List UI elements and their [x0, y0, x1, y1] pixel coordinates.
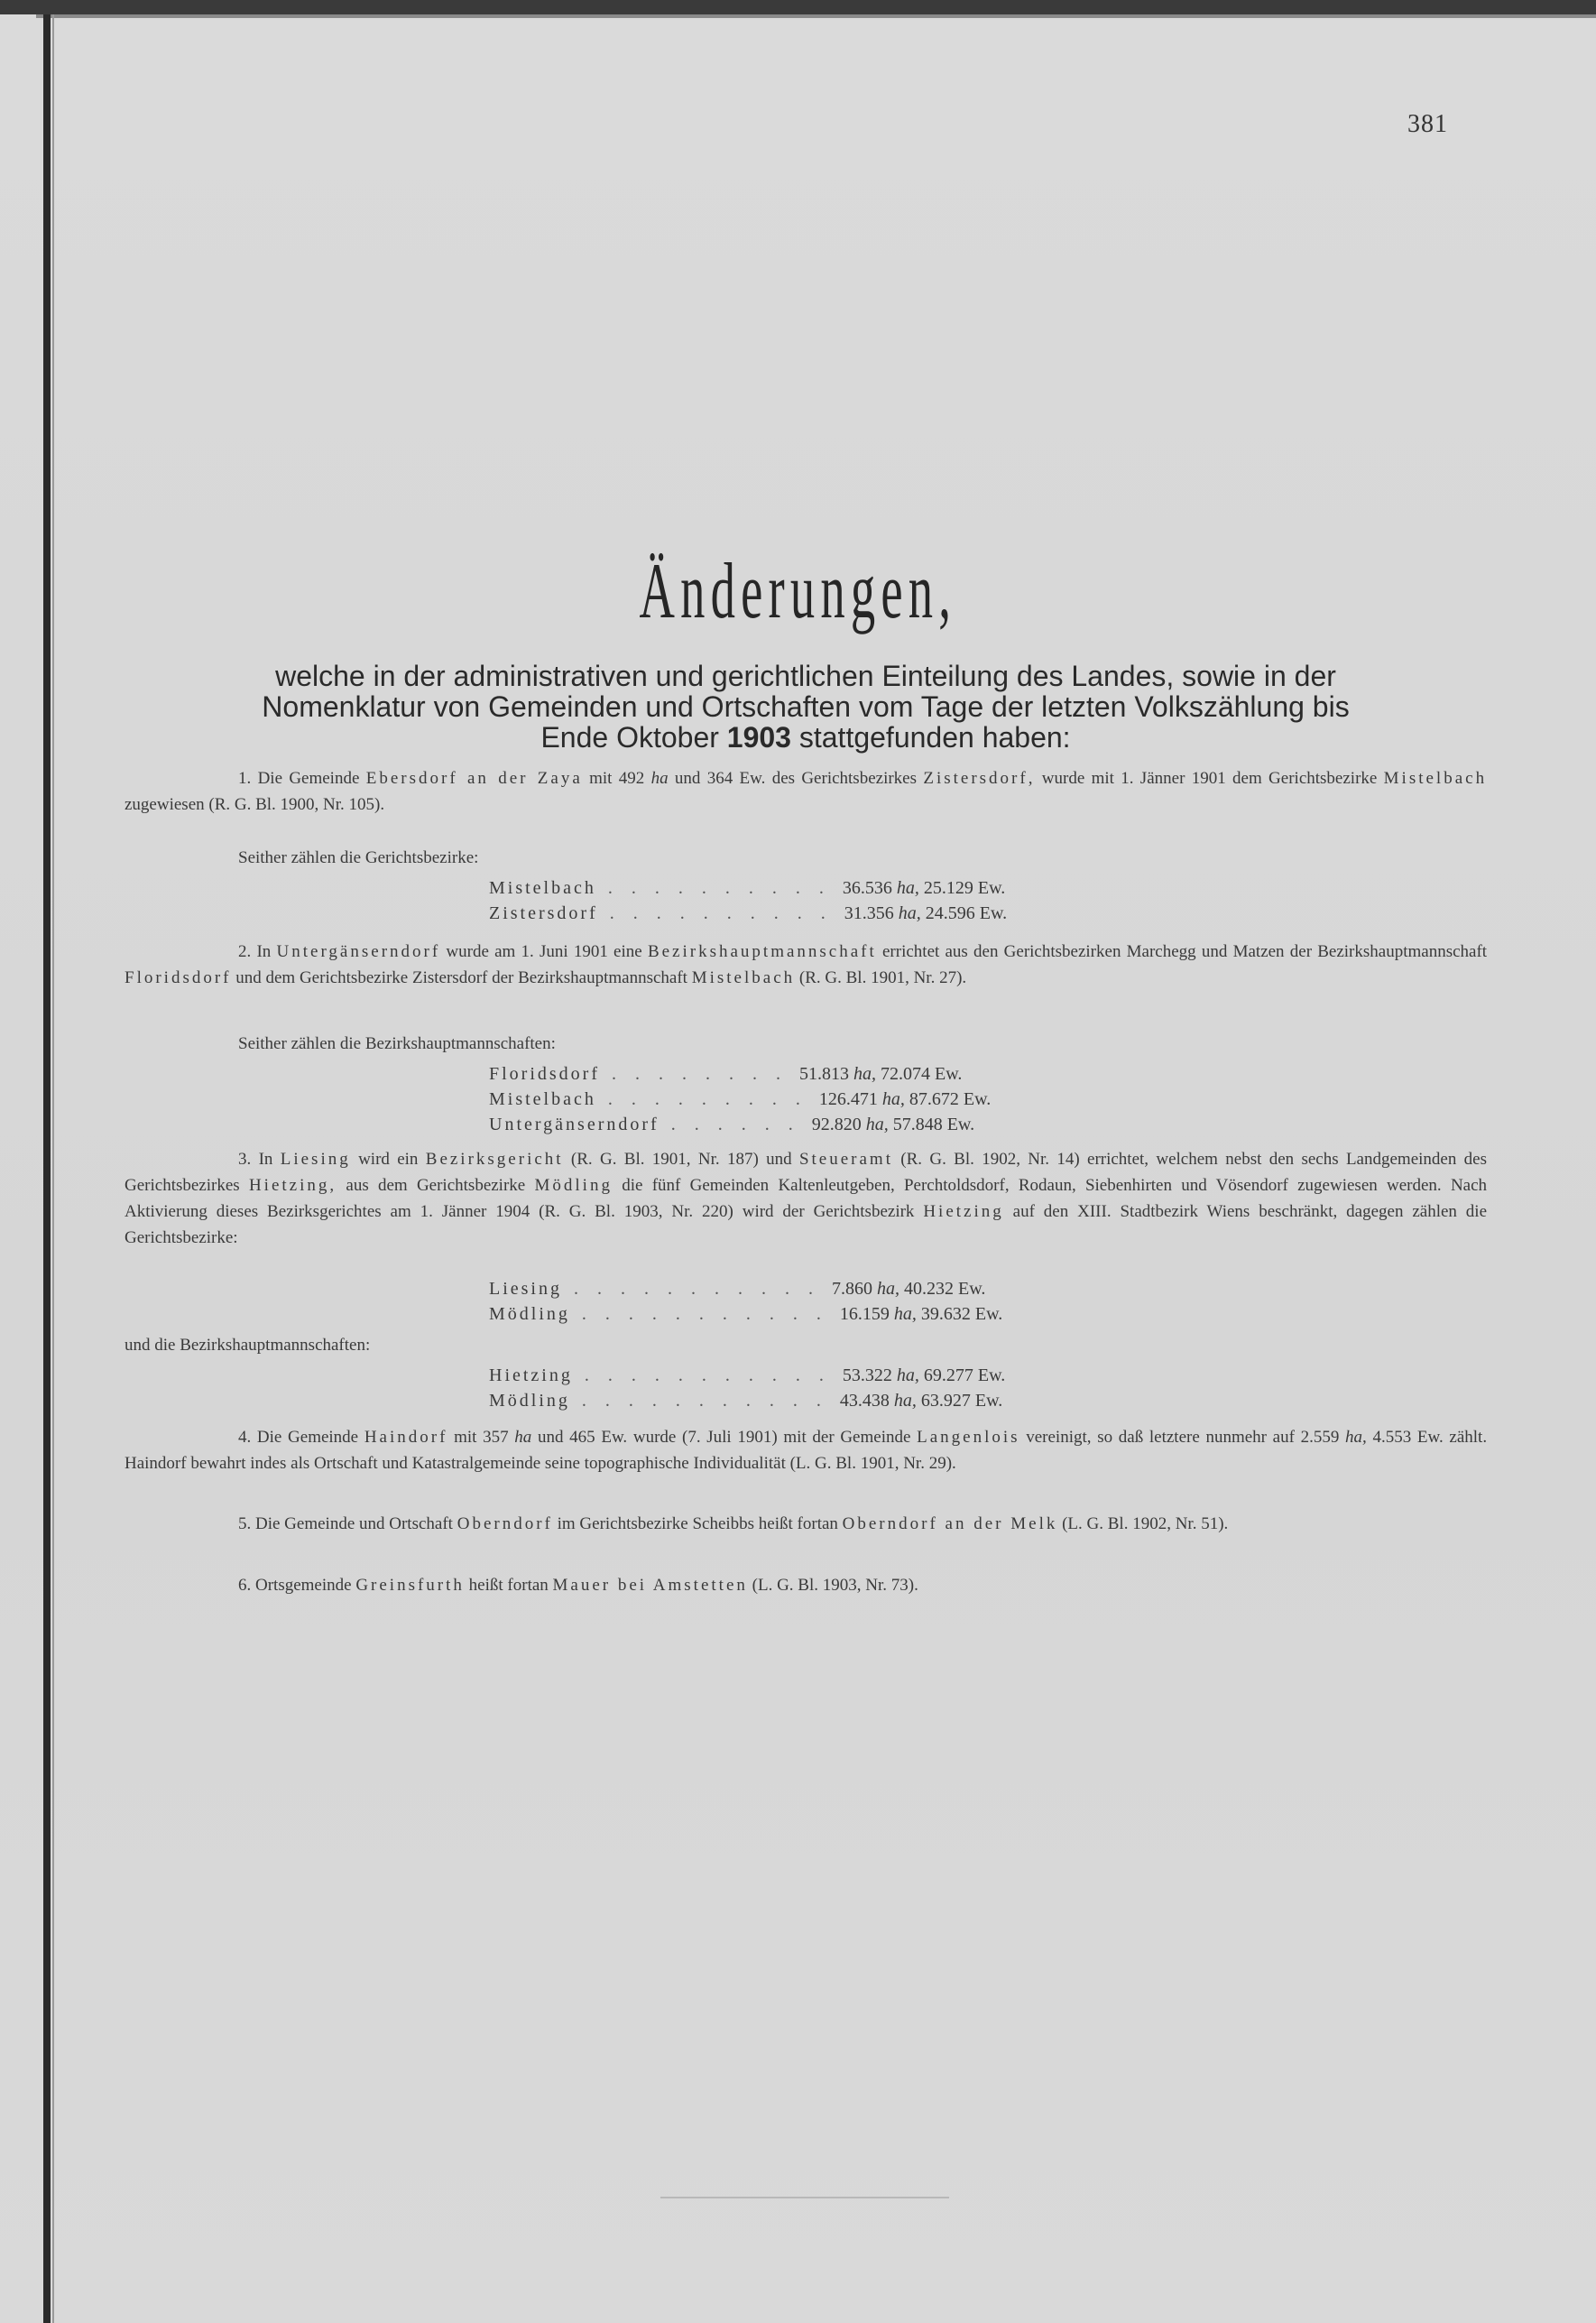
top-edge-rule	[0, 0, 1596, 14]
text: 4.553 Ew. zählt. Haindorf bewahrt indes als Ortschaft und Katastralgemeinde seine topographische Individualität (L. G. Bl. 1901, Nr. 29).	[125, 1428, 1488, 1473]
text: und 465 Ew. wurde (7. Juli 1901) mit der Gemeinde	[537, 1428, 911, 1447]
text: (L. G. Bl. 1903, Nr. 73).	[752, 1576, 918, 1595]
entry-name: Mistelbach	[489, 878, 596, 898]
unit: ha,	[1345, 1428, 1367, 1447]
entry-area: 7.860	[832, 1279, 872, 1299]
place-name: Steueramt	[798, 1150, 893, 1169]
subtitle-text: stattgefunden haben:	[798, 721, 1071, 754]
text: 3. In	[238, 1150, 273, 1169]
place-name: Zistersdorf,	[923, 769, 1036, 788]
table-row	[489, 1087, 1211, 1112]
place-name: Bezirksgericht	[425, 1150, 564, 1169]
entry-name: Hietzing	[489, 1365, 573, 1385]
entry-population: 39.632 Ew.	[920, 1304, 1003, 1324]
entry-area: 53.322	[842, 1365, 892, 1385]
subtitle-line-3	[125, 722, 1487, 753]
section-6-paragraph	[125, 1572, 1487, 1598]
leader-dots: . . . . . . . . .	[595, 1089, 819, 1109]
entry-unit: ha,	[898, 903, 921, 923]
binding-edge-shadow	[52, 14, 54, 2323]
entry-name: Floridsdorf	[489, 1064, 600, 1084]
entry-name: Zistersdorf	[489, 903, 598, 923]
leader-dots: . . . . . . . . . . .	[572, 1365, 843, 1385]
entry-unit: ha,	[893, 1304, 917, 1324]
text: (R. G. Bl. 1902, Nr. 14) errichtet, welchem nebst den sechs Landgemeinden des Gerichtsbezirkes	[125, 1150, 1488, 1195]
text: (L. G. Bl. 1902, Nr. 51).	[1062, 1514, 1229, 1533]
text: 1. Die Gemeinde	[238, 769, 360, 788]
table-row	[489, 1061, 1211, 1087]
entry-name: Untergänserndorf	[489, 1115, 660, 1134]
text: 4. Die Gemeinde	[238, 1428, 359, 1447]
table-row	[489, 1388, 1211, 1413]
entry-name: Mödling	[489, 1304, 570, 1324]
entry-name: Mödling	[489, 1391, 570, 1411]
section-1-paragraph	[125, 765, 1487, 818]
leader-dots: . . . . . . . . . . .	[562, 1279, 832, 1299]
end-divider-rule	[660, 2197, 949, 2198]
text: auf den XIII. Stadtbezirk Wiens beschränkt, dagegen zählen die Gerichtsbezirke:	[125, 1202, 1488, 1247]
subtitle-line-2: Nomenklatur von Gemeinden und Ortschaften vom Tage der letzten Volkszählung bis	[262, 690, 1350, 723]
entry-unit: ha,	[896, 1365, 919, 1385]
section-3-paragraph	[125, 1146, 1487, 1251]
entry-population: 40.232 Ew.	[904, 1279, 986, 1299]
table-row	[489, 1276, 1211, 1301]
place-name: Greinsfurth	[355, 1576, 465, 1595]
leader-dots: . . . . . .	[659, 1115, 812, 1134]
entry-area: 92.820	[811, 1115, 862, 1134]
place-name: Ebersdorf an der Zaya	[365, 769, 583, 788]
place-name: Mistelbach	[1383, 769, 1488, 788]
place-name: Haindorf	[364, 1428, 448, 1447]
place-name: Untergänserndorf	[276, 942, 441, 961]
place-name: Oberndorf	[457, 1514, 553, 1533]
binding-edge-rule	[43, 14, 51, 2323]
entry-unit: ha,	[893, 1391, 917, 1411]
text: und dem Gerichtsbezirke Zistersdorf der Bezirkshauptmannschaft	[235, 968, 687, 987]
text: 2. In	[238, 942, 272, 961]
entry-population: 69.277 Ew.	[923, 1365, 1006, 1385]
table-row	[489, 901, 1211, 926]
place-name: Liesing	[280, 1150, 351, 1169]
top-edge-shadow	[36, 14, 1596, 18]
entry-population: 72.074 Ew.	[881, 1064, 963, 1084]
entry-unit: ha,	[865, 1115, 889, 1134]
text: wird ein	[358, 1150, 419, 1169]
place-name: Hietzing	[923, 1202, 1004, 1221]
text: zugewiesen (R. G. Bl. 1900, Nr. 105).	[125, 795, 385, 814]
section-5-paragraph	[125, 1511, 1487, 1537]
unit: ha	[514, 1428, 532, 1447]
place-name: Bezirkshauptmannschaft	[647, 942, 877, 961]
place-name: Mauer bei Amstetten	[552, 1576, 748, 1595]
table-row	[489, 875, 1211, 901]
text: (R. G. Bl. 1901, Nr. 187) und	[570, 1150, 792, 1169]
entry-area: 31.356	[844, 903, 894, 923]
text: vereinigt, so daß letztere nunmehr auf 2.559	[1026, 1428, 1340, 1447]
text: mit 492	[589, 769, 645, 788]
subtitle	[125, 661, 1487, 753]
leader-dots: . . . . . . . .	[600, 1064, 799, 1084]
text: und 364 Ew. des Gerichtsbezirkes	[674, 769, 918, 788]
text: 6. Ortsgemeinde	[238, 1576, 352, 1595]
text: mit 357	[454, 1428, 509, 1447]
section-3-intro-b: und die Bezirkshauptmannschaften:	[125, 1336, 371, 1355]
entry-population: 63.927 Ew.	[920, 1391, 1003, 1411]
unit: ha	[650, 769, 669, 788]
section-2-intro: Seither zählen die Bezirkshauptmannschaften:	[238, 1034, 556, 1053]
entry-area: 126.471	[818, 1089, 878, 1109]
table-row	[489, 1112, 1211, 1137]
text: im Gerichtsbezirke Scheibbs heißt fortan	[557, 1514, 838, 1533]
section-2-paragraph	[125, 939, 1487, 991]
place-name: Oberndorf an der Melk	[842, 1514, 1058, 1533]
entry-unit: ha,	[877, 1279, 899, 1299]
leader-dots: . . . . . . . . . .	[595, 878, 843, 898]
place-name: Mistelbach	[691, 968, 796, 987]
entry-unit: ha,	[896, 878, 919, 898]
text: 5. Die Gemeinde und Ortschaft	[238, 1514, 453, 1533]
text: heißt fortan	[468, 1576, 549, 1595]
entry-population: 24.596 Ew.	[925, 903, 1008, 923]
entry-area: 43.438	[839, 1391, 890, 1411]
leader-dots: . . . . . . . . . . .	[569, 1304, 840, 1324]
leader-dots: . . . . . . . . . . .	[569, 1391, 840, 1411]
text: wurde am 1. Juni 1901 eine	[446, 942, 642, 961]
entry-population: 87.672 Ew.	[909, 1089, 992, 1109]
table-row	[489, 1363, 1211, 1388]
entry-population: 57.848 Ew.	[892, 1115, 975, 1134]
entry-area: 51.813	[799, 1064, 849, 1084]
entry-unit: ha,	[881, 1089, 905, 1109]
section-1-intro: Seither zählen die Gerichtsbezirke:	[238, 848, 479, 867]
entry-area: 36.536	[842, 878, 892, 898]
text: errichtet aus den Gerichtsbezirken Marchegg und Matzen der Bezirkshauptmannschaft	[882, 942, 1488, 961]
table-row	[489, 1301, 1211, 1327]
subtitle-text: Ende Oktober	[540, 721, 719, 754]
text: die fünf Gemeinden Kaltenleutgeben, Perchtoldsdorf, Rodaun, Siebenhirten und Vösendorf zugewiesen werden. Nach Aktivierung dieses Bezirksgerichtes am 1. Jänner 1904 (R. G. Bl. 1903, Nr. 220) wird der Gerichtsbezirk	[125, 1176, 1488, 1221]
entry-population: 25.129 Ew.	[923, 878, 1006, 898]
subtitle-year: 1903	[726, 721, 791, 754]
entry-name: Mistelbach	[489, 1089, 596, 1109]
subtitle-line-1: welche in der administrativen und gerichtlichen Einteilung des Landes, sowie in der	[275, 660, 1336, 692]
leader-dots: . . . . . . . . . .	[597, 903, 844, 923]
text: (R. G. Bl. 1901, Nr. 27).	[798, 968, 967, 987]
text: wurde mit 1. Jänner 1901 dem Gerichtsbezirke	[1041, 769, 1378, 788]
text: aus dem Gerichtsbezirke	[346, 1176, 526, 1195]
entry-area: 16.159	[839, 1304, 890, 1324]
entry-unit: ha,	[853, 1064, 876, 1084]
place-name: Hietzing,	[248, 1176, 337, 1195]
place-name: Floridsdorf	[125, 968, 232, 987]
page-number: 381	[1407, 110, 1448, 138]
entry-name: Liesing	[489, 1279, 562, 1299]
section-4-paragraph	[125, 1424, 1487, 1476]
place-name: Langenlois	[917, 1428, 1020, 1447]
place-name: Mödling	[534, 1176, 613, 1195]
page-title: Änderungen,	[639, 548, 957, 635]
